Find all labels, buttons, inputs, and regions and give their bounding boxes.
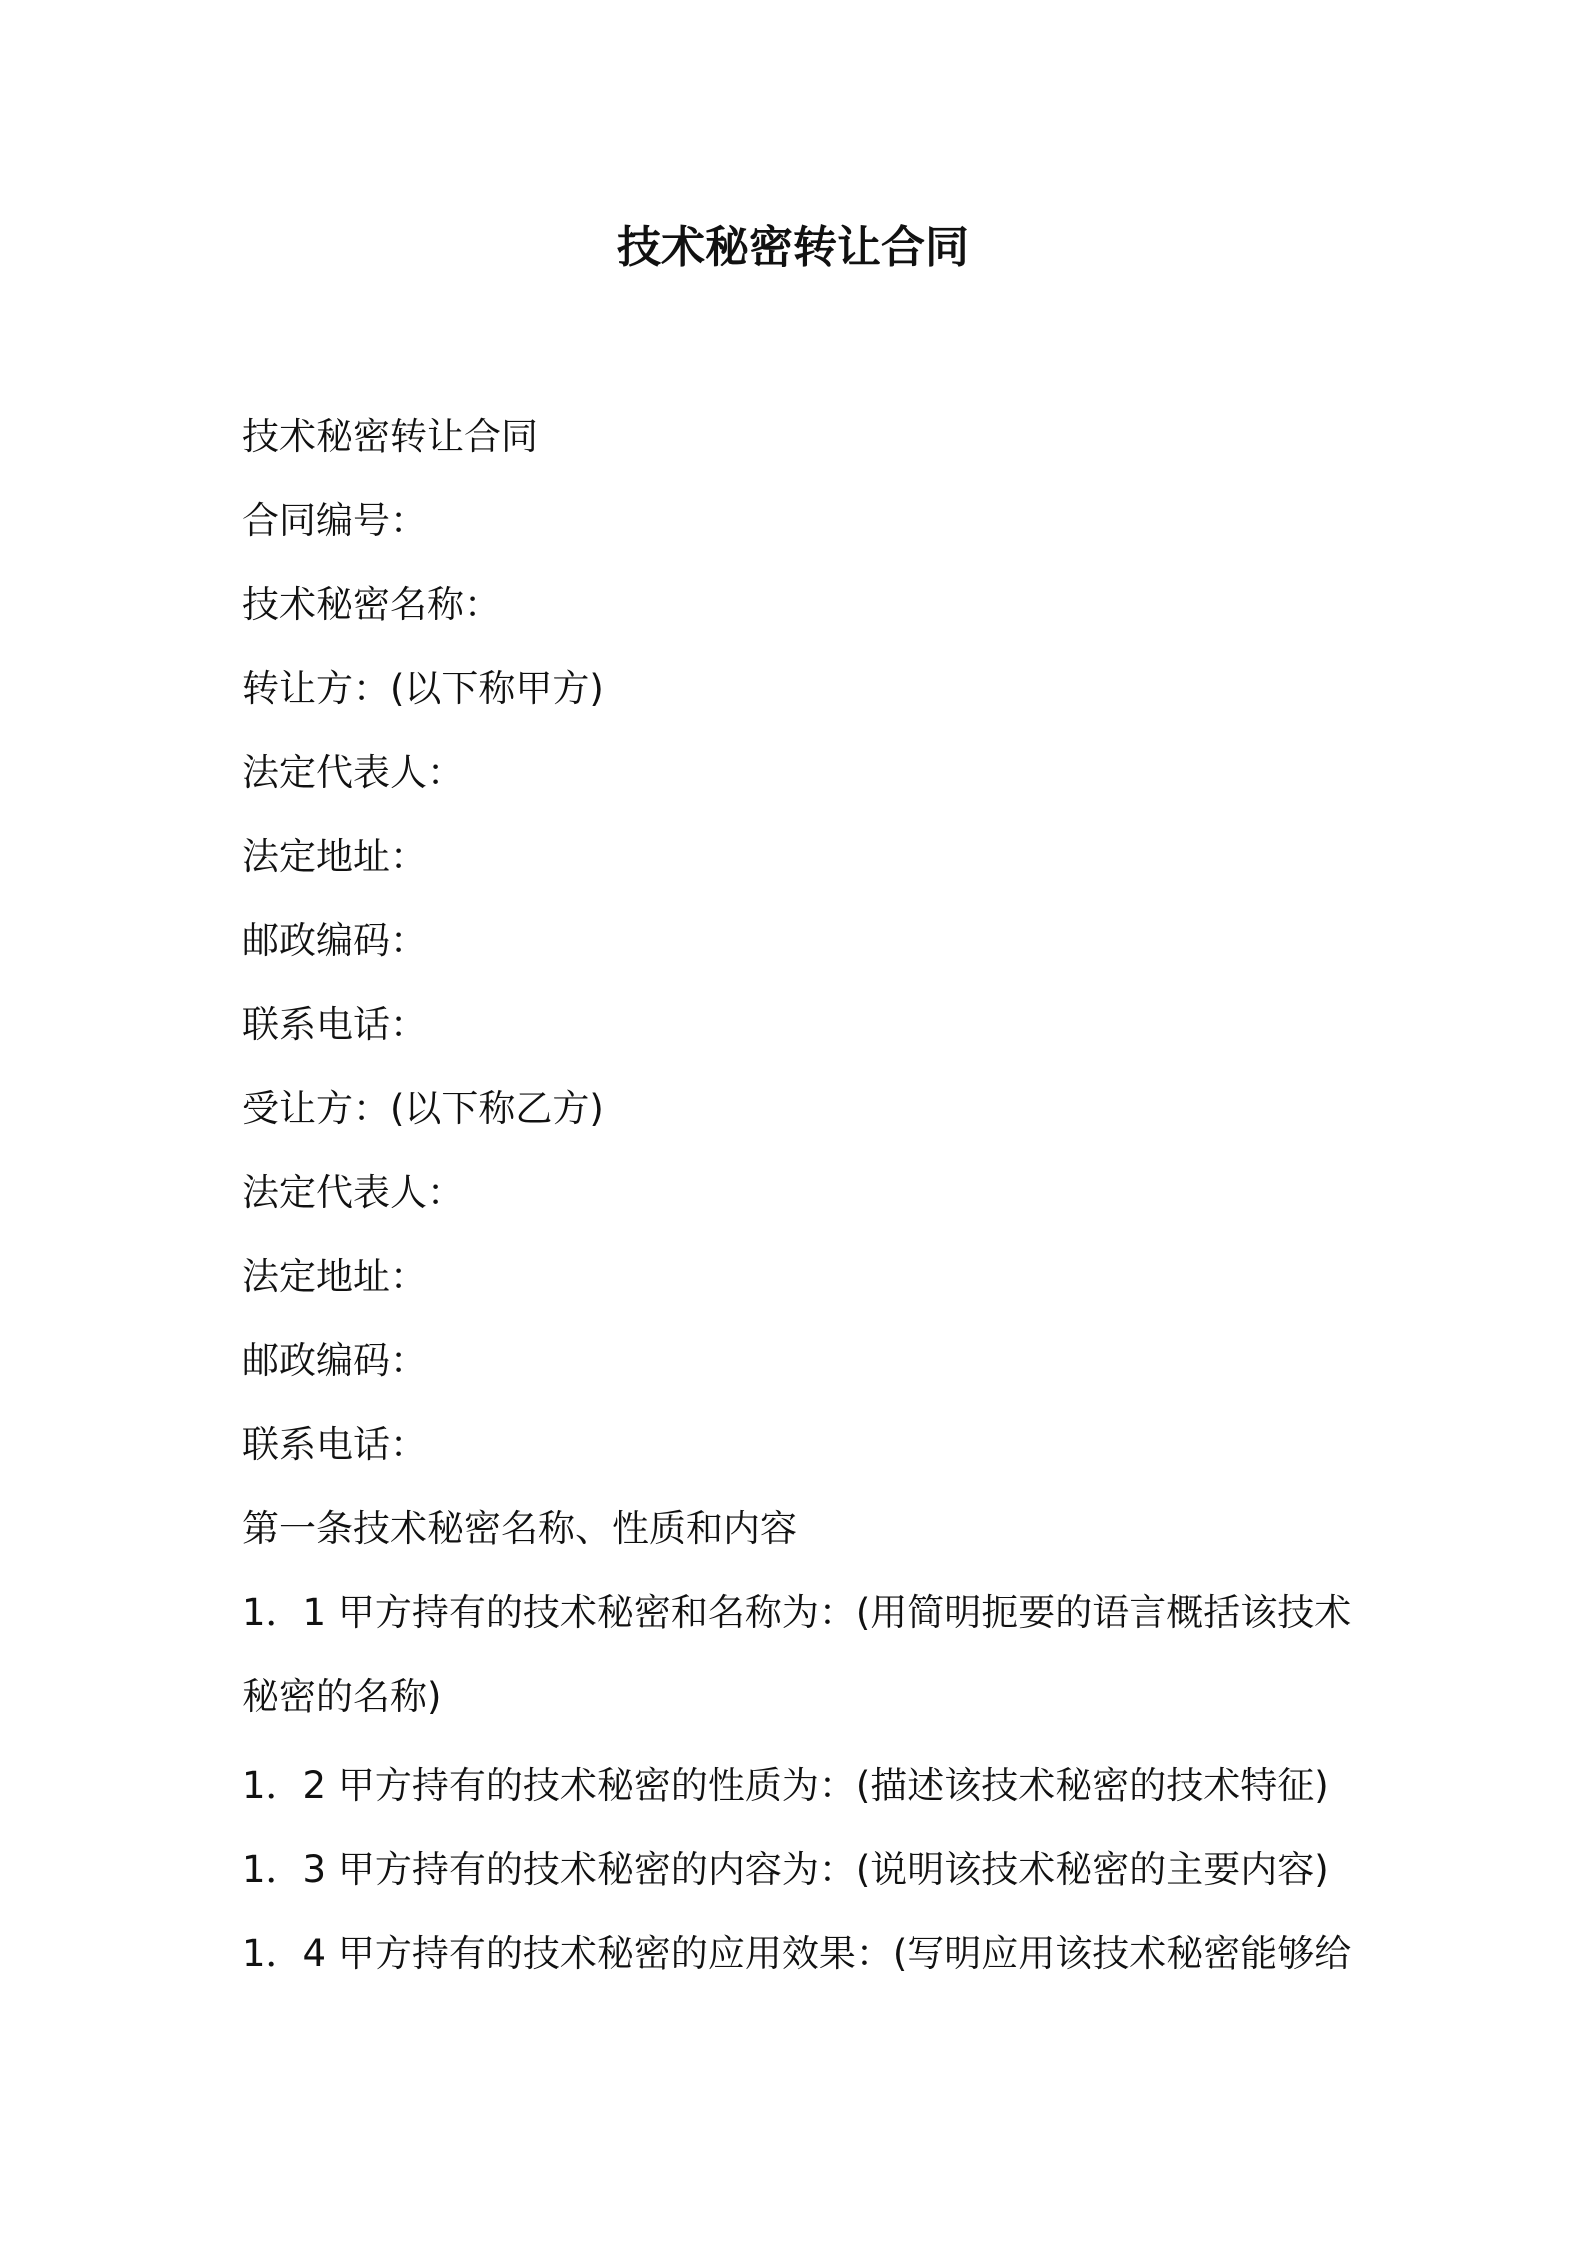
clause-1-1: 1．1 甲方持有的技术秘密和名称为：(用简明扼要的语言概括该技术 bbox=[242, 1591, 1352, 1634]
body-line-heading: 技术秘密转让合同 bbox=[242, 415, 538, 458]
transferor-phone-label: 联系电话： bbox=[242, 1003, 427, 1046]
document-body bbox=[242, 395, 1372, 1996]
clause-1-2: 1．2 甲方持有的技术秘密的性质为：(描述该技术秘密的技术特征) bbox=[242, 1764, 1329, 1807]
clause-1-1-continued: 秘密的名称) bbox=[242, 1675, 442, 1718]
clause-1-3: 1．3 甲方持有的技术秘密的内容为：(说明该技术秘密的主要内容) bbox=[242, 1848, 1329, 1891]
document-title: 技术秘密转让合同 bbox=[617, 222, 969, 273]
article-one-heading: 第一条技术秘密名称、性质和内容 bbox=[242, 1507, 797, 1550]
transferee-label: 受让方：(以下称乙方) bbox=[242, 1087, 604, 1130]
transferee-phone-label: 联系电话： bbox=[242, 1423, 427, 1466]
transferor-label: 转让方：(以下称甲方) bbox=[242, 667, 604, 710]
transferor-legal-rep-label: 法定代表人： bbox=[242, 751, 464, 794]
secret-name-label: 技术秘密名称： bbox=[242, 583, 501, 626]
contract-number-label: 合同编号： bbox=[242, 499, 427, 542]
clause-1-4: 1．4 甲方持有的技术秘密的应用效果：(写明应用该技术秘密能够给 bbox=[242, 1932, 1352, 1975]
transferee-address-label: 法定地址： bbox=[242, 1255, 427, 1298]
transferor-address-label: 法定地址： bbox=[242, 835, 427, 878]
transferee-postcode-label: 邮政编码： bbox=[242, 1339, 427, 1382]
transferor-postcode-label: 邮政编码： bbox=[242, 919, 427, 962]
transferee-legal-rep-label: 法定代表人： bbox=[242, 1171, 464, 1214]
